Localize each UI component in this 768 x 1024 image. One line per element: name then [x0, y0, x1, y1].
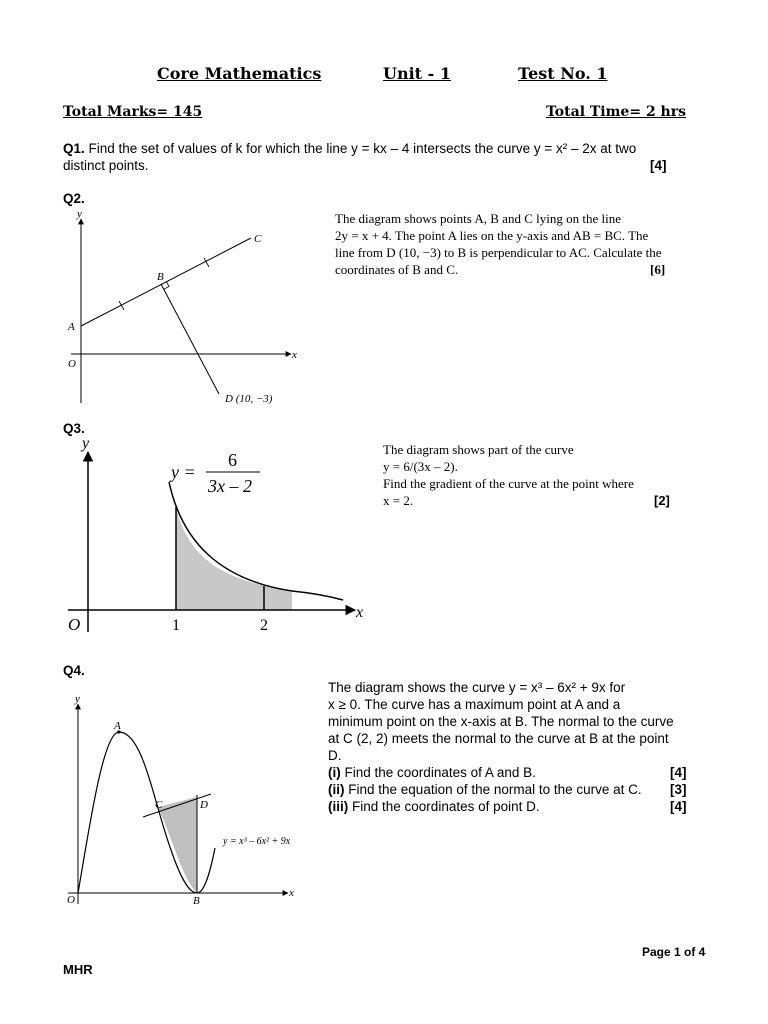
q3-label: Q3.	[63, 421, 85, 436]
q4-text	[328, 679, 688, 815]
q3-shaded-region	[176, 507, 292, 610]
q3-label-x: x	[356, 604, 364, 621]
q3-eq-num: 6	[228, 450, 237, 470]
q3-tick-2: 2	[260, 617, 268, 634]
q4-part-number: (iii)	[328, 799, 349, 814]
q1-label: Q1.	[63, 141, 85, 156]
q4-label-eq: y = x³ – 6x² + 9x	[223, 836, 291, 847]
q2-label-a: A	[68, 321, 75, 333]
q4-part-text: Find the coordinates of point D.	[352, 799, 540, 814]
q4-label-d: D	[200, 799, 208, 811]
q4-label-c: C	[155, 799, 163, 811]
q4-text-line: D.	[328, 748, 342, 763]
q3-tick-1: 1	[172, 617, 180, 634]
q1-marks: [4]	[650, 158, 667, 173]
q1-text-line1: Find the set of values of k for which the line y = kx – 4 intersects the curve y = x² – 2x at two	[88, 141, 637, 156]
q2-text-line: coordinates of B and C.	[335, 262, 459, 277]
q1-block	[63, 140, 693, 157]
q2-label-c: C	[254, 233, 262, 245]
q2-label-x: x	[292, 349, 297, 361]
q2-label-d: D (10, −3)	[225, 393, 273, 405]
q4-text-line: The diagram shows the curve y = x³ – 6x² + 9x for	[328, 680, 626, 695]
q2-label-y: y	[77, 208, 82, 220]
q3-label-o: O	[68, 615, 81, 634]
q4-label-y: y	[75, 693, 80, 705]
total-time: Total Time= 2 hrs	[546, 104, 686, 120]
q3-text-line: y = 6/(3x – 2).	[383, 459, 458, 474]
footer-brand: MHR	[63, 962, 93, 977]
q3-text-line: Find the gradient of the curve at the point where	[383, 476, 634, 491]
q3-diagram	[60, 432, 370, 637]
subject-title: Core Mathematics	[157, 64, 322, 83]
q4-part-marks: [4]	[670, 799, 687, 814]
q2-diagram	[63, 205, 313, 410]
q2-text-line: 2y = x + 4. The point A lies on the y-axis and AB = BC. The	[335, 228, 649, 243]
q4-shaded-region	[158, 797, 197, 893]
q3-eq-den: 3x – 2	[208, 476, 252, 496]
q4-part-number: (i)	[328, 765, 341, 780]
q4-text-line: x ≥ 0. The curve has a maximum point at A and a	[328, 697, 621, 712]
q2-label-b: B	[157, 271, 164, 283]
q2-line-bd	[161, 284, 219, 394]
q4-part	[328, 798, 688, 815]
q3-text-line: x = 2.	[383, 493, 414, 508]
q4-part	[328, 781, 688, 798]
q4-label-a: A	[114, 720, 121, 732]
q4-part-marks: [3]	[670, 782, 687, 797]
q4-part-number: (ii)	[328, 782, 345, 797]
q2-text-line: The diagram shows points A, B and C lying on the line	[335, 211, 621, 226]
q4-text-line: minimum point on the x-axis at B. The normal to the curve	[328, 714, 674, 729]
q2-marks: [6]	[650, 262, 666, 277]
q2-line-ac	[81, 238, 251, 326]
total-marks: Total Marks= 145	[63, 104, 203, 120]
q4-text-line: at C (2, 2) meets the normal to the curve at B at the point	[328, 731, 669, 746]
q2-text	[335, 210, 685, 278]
q3-text-line: The diagram shows part of the curve	[383, 442, 574, 457]
q4-part-text: Find the equation of the normal to the curve at C.	[348, 782, 642, 797]
unit-title: Unit - 1	[383, 64, 451, 83]
q3-eq-lhs: y =	[171, 462, 196, 482]
q4-label: Q4.	[63, 663, 85, 678]
page-number: Page 1 of 4	[642, 945, 706, 959]
q4-diagram	[63, 690, 313, 908]
q2-label: Q2.	[63, 191, 85, 206]
q2-label-o: O	[68, 358, 76, 370]
q4-label-b: B	[193, 895, 200, 907]
q3-marks: [2]	[654, 493, 670, 508]
q3-label-y: y	[82, 435, 90, 452]
q3-text	[383, 441, 683, 509]
q1-text-line2: distinct points.	[63, 158, 149, 173]
q4-label-o: O	[67, 894, 75, 906]
q4-part-marks: [4]	[670, 765, 687, 780]
test-title: Test No. 1	[518, 64, 608, 83]
q4-part	[328, 764, 688, 781]
q4-part-text: Find the coordinates of A and B.	[344, 765, 536, 780]
q2-text-line: line from D (10, −3) to B is perpendicular to AC. Calculate the	[335, 245, 662, 260]
q4-label-x: x	[289, 887, 294, 899]
